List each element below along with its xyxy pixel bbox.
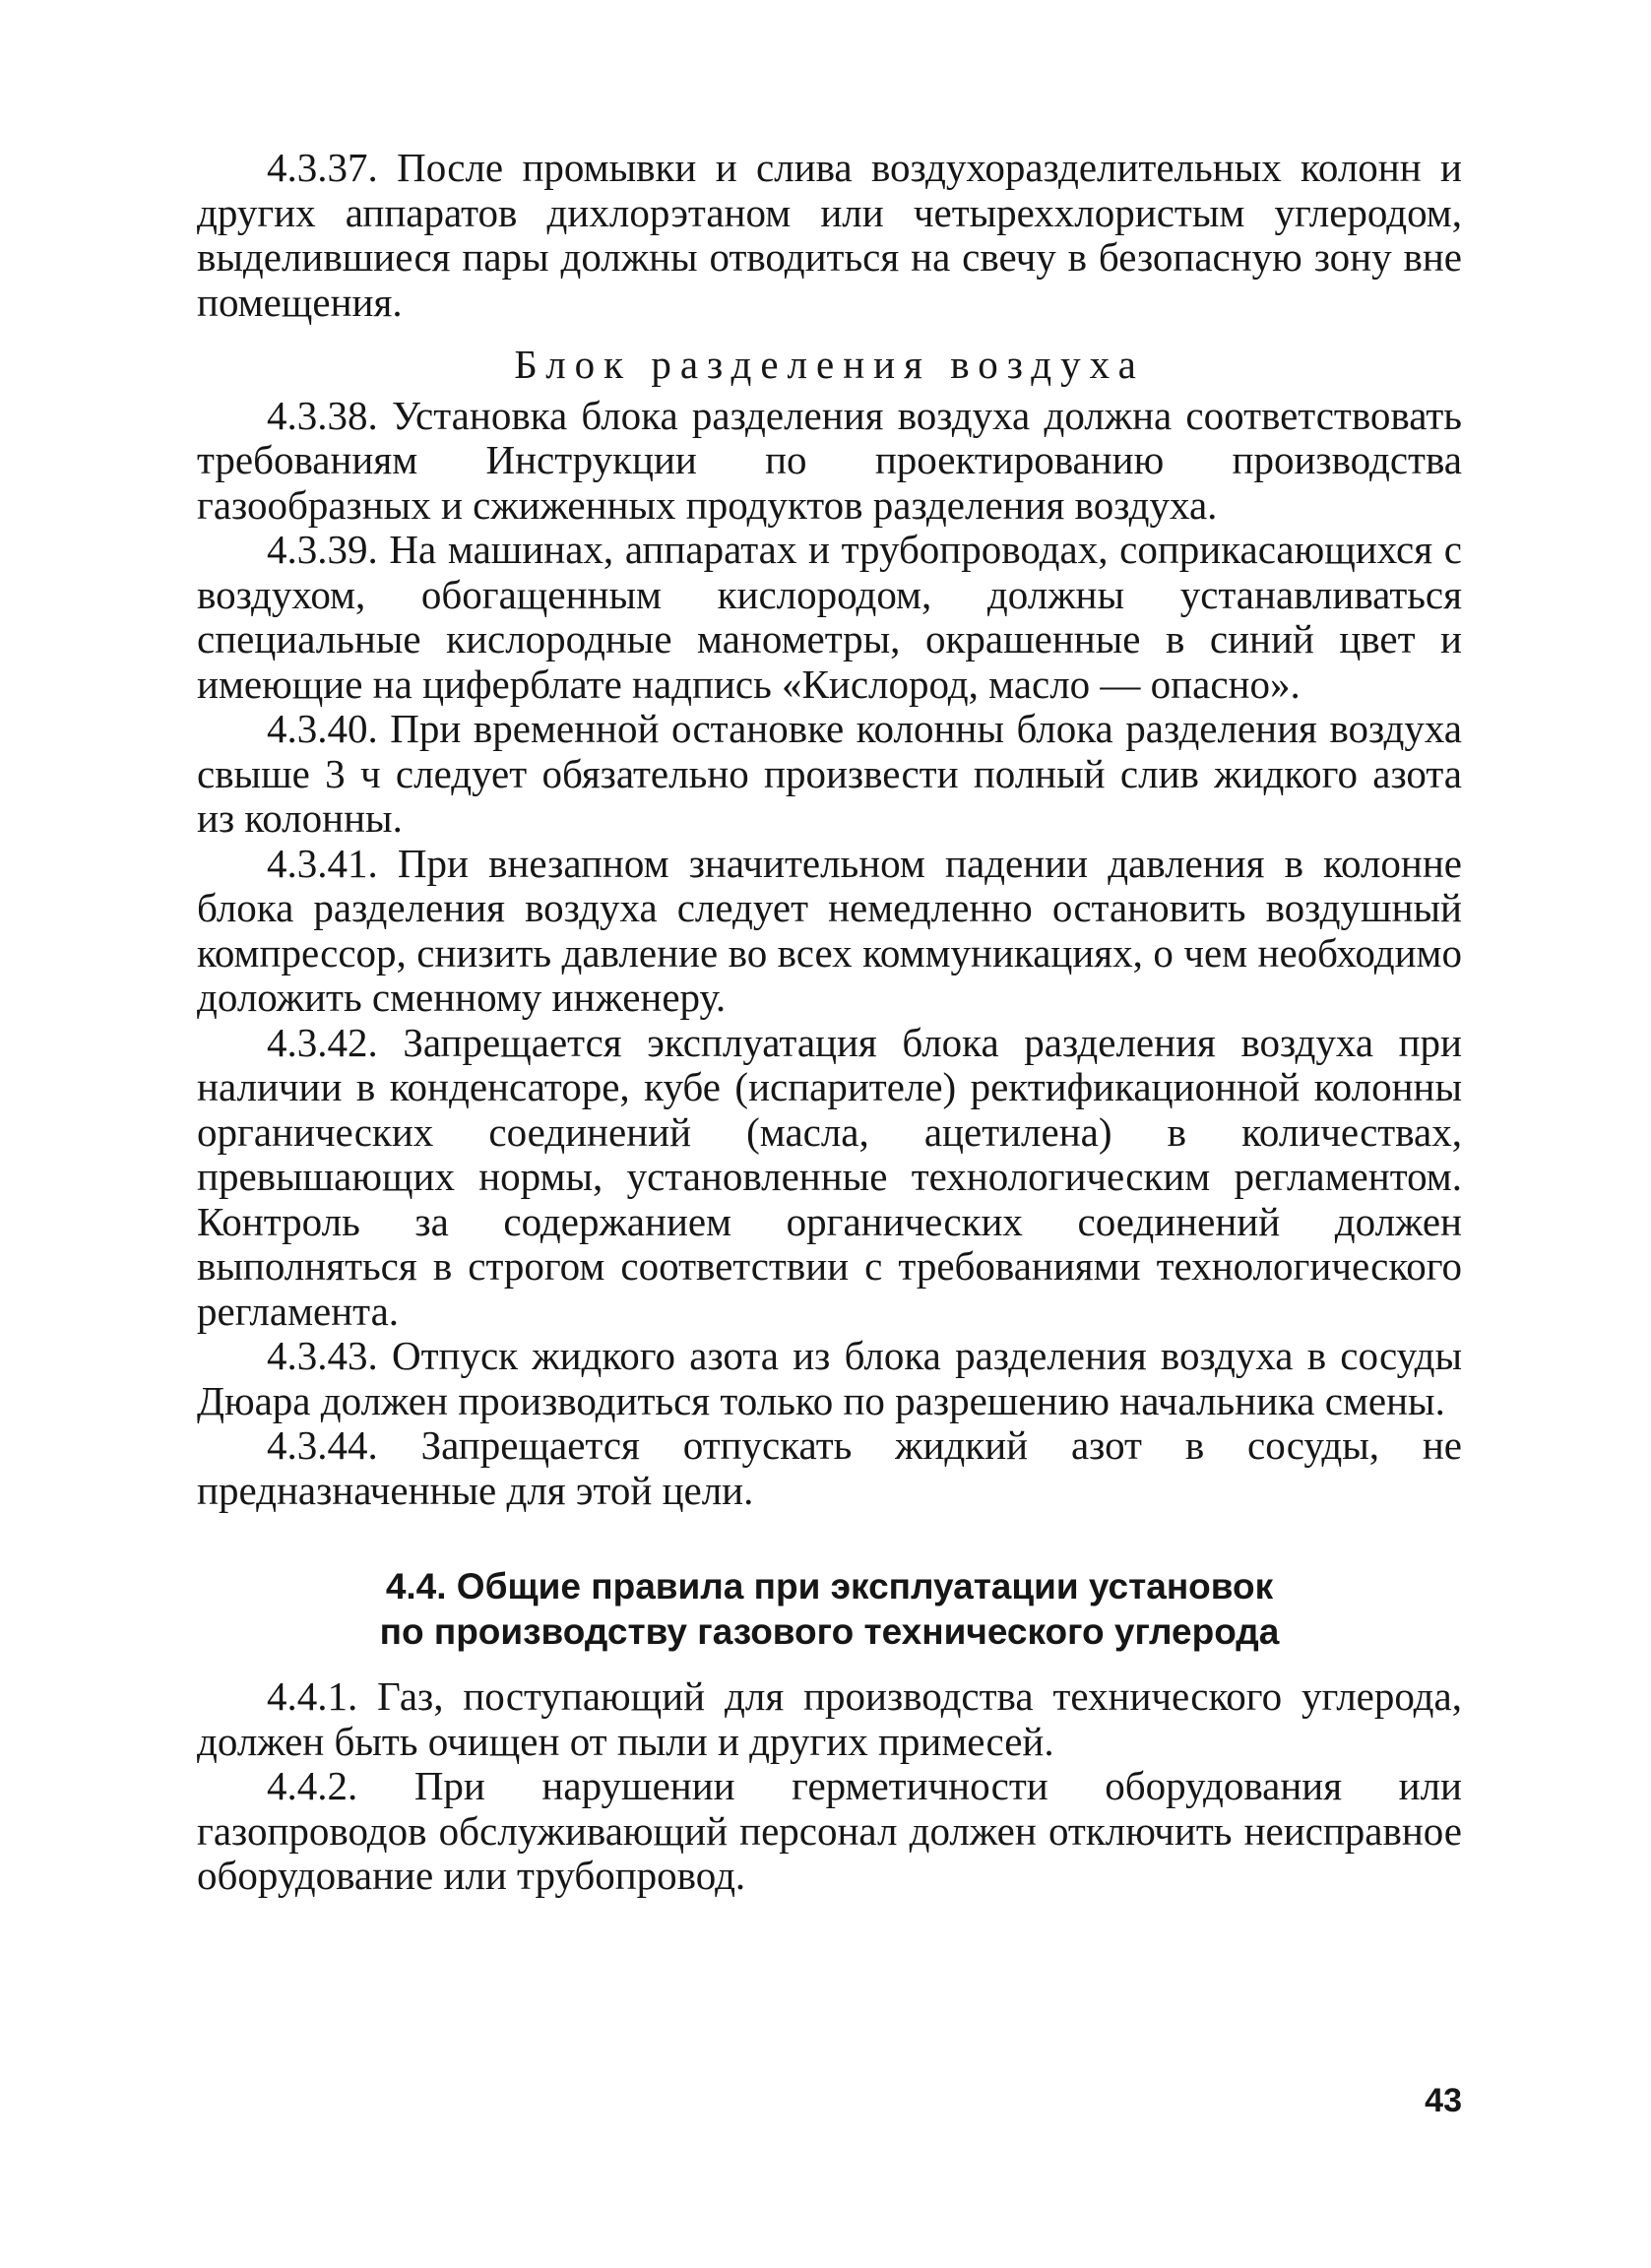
subsection-title-4-4	[197, 1564, 1462, 1655]
paragraph-4-3-40: 4.3.40. При временной остановке колонны блока разделения воздуха свыше 3 ч следует обязательно произвести полный слив жидкого азота из колонны.	[197, 706, 1462, 841]
paragraph-4-3-43: 4.3.43. Отпуск жидкого азота из блока разделения воздуха в сосуды Дюара должен производиться только по разрешению начальника смены.	[197, 1333, 1462, 1423]
subsection-title-line-1: 4.4. Общие правила при эксплуатации установок	[385, 1566, 1274, 1606]
paragraph-4-3-38: 4.3.38. Установка блока разделения воздуха должна соответствовать требованиям Инструкции по проектированию производства газообразных и сжиженных продуктов разделения воздуха.	[197, 392, 1462, 528]
page-number: 43	[1425, 2082, 1462, 2119]
subsection-title-line-2: по производству газового технического углерода	[379, 1611, 1280, 1652]
section-4-4	[197, 1564, 1462, 1899]
section-heading-air-separation-unit: Блок разделения воздуха	[514, 342, 1145, 387]
paragraph-4-3-37: 4.3.37. После промывки и слива воздухоразделительных колонн и других аппаратов дихлорэтаном или четыреххлористым углеродом, выделившиеся пары должны отводиться на свечу в безопасную зону вне помещения.	[197, 145, 1462, 325]
paragraph-4-4-2: 4.4.2. При нарушении герметичности оборудования или газопроводов обслуживающий персонал должен отключить неисправное оборудование или трубопровод.	[197, 1763, 1462, 1898]
paragraph-4-3-42: 4.3.42. Запрещается эксплуатация блока разделения воздуха при наличии в конденсаторе, кубе (испарителе) ректификационной колонны органических соединений (масла, ацетилена) в количествах, превышающих нормы, установленные технологическим регламентом. Контроль за содержанием органических соединений должен выполняться в строгом соответствии с требованиями технологического регламента.	[197, 1019, 1462, 1334]
page-body	[197, 146, 1462, 1899]
paragraph-4-4-1: 4.4.1. Газ, поступающий для производства технического углерода, должен быть очищен от пыли и других примесей.	[197, 1673, 1462, 1764]
paragraph-4-3-39: 4.3.39. На машинах, аппаратах и трубопроводах, соприкасающихся с воздухом, обогащенным кислородом, должны устанавливаться специальные кислородные манометры, окрашенные в синий цвет и имеющие на циферблате надпись «Кислород, масло — опасно».	[197, 527, 1462, 707]
paragraph-4-3-41: 4.3.41. При внезапном значительном падении давления в колонне блока разделения воздуха следует немедленно остановить воздушный компрессор, снизить давление во всех коммуникациях, о чем необходимо доложить сменному инженеру.	[197, 840, 1462, 1020]
paragraph-4-3-44: 4.3.44. Запрещается отпускать жидкий азот в сосуды, не предназначенные для этой цели.	[197, 1422, 1462, 1513]
